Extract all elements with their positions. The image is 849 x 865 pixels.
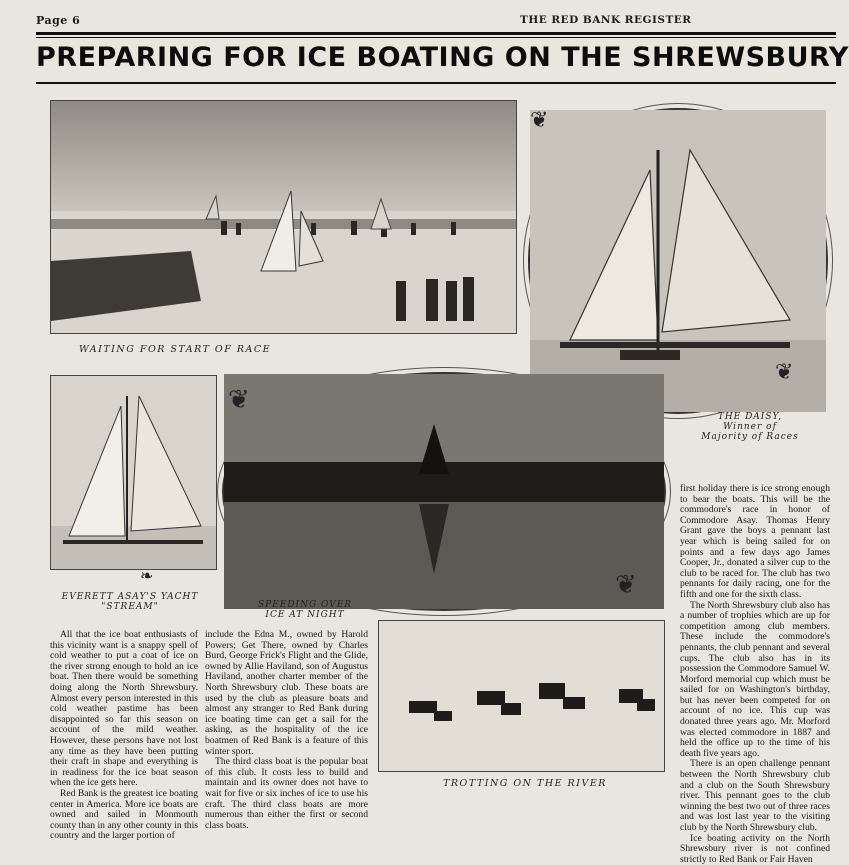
photo-waiting-for-start [50,100,517,334]
photo-trotting [378,620,665,772]
photo-everett-yacht [50,375,217,570]
article-paragraph: The North Shrewsbury club also has a number of trophies which are up for competition among club members. These include the commodore's pennants, the club pennant and several cups. The club also has in its possession the Commodore Samuel W. Morford memorial cup which must be sailed for on Washington's birthday, but has never been competed for on account of no ice. This cup was donated three years ago. Mr. Morford was elected commodore in 1887 and held the office up to the time of his death five years ago. [680,599,830,759]
headline: PREPARING FOR ICE BOATING ON THE SHREWSBURY [36,42,849,73]
article-paragraph: Ice boating activity on the North Shrewsbury river is not confined strictly to Red Bank or Fair Haven [680,832,830,865]
caption-waiting: WAITING FOR START OF RACE [78,344,272,355]
article-col-2 [205,629,368,831]
article-paragraph: Red Bank is the greatest ice boating center in America. More ice boats are owned and sailed in Monmouth county than in any other county in this country and the larger portion of [50,787,199,842]
night-iceboat-scene [224,374,664,609]
article-paragraph: All that the ice boat enthusiasts of this vicinity want is a snappy spell of cold weather to put a coat of ice on the river strong enough to hold an ice boat. Then there would be something doing along the North Shrewsbury. Almost every person interested in this cold weather pastime has been disappointed so far this season on account of the mild weather. However, these persons have not lost any time as they have been putting their craft in shape and everything is in readiness for the ice boat season when the ice gets here. [50,629,198,789]
caption-speeding: SPEEDING OVER ICE AT NIGHT [257,600,353,620]
iceboat-stream [51,376,216,569]
article-paragraph: first holiday there is ice strong enough to bear the boats. This will be the commodore's race in honor of Commodore Asay. Thomas Henry Grant gave the boys a pennant last year which is being sailed for on points and a few days ago James Cooper, Jr., donated a silver cup to the club to be raced for. The club has two pennants for daily racing, one for the fifth and one for the sixth class. [680,483,830,600]
caption-daisy: THE DAISY, Winner of Majority of Races [701,412,799,442]
page-number: Page 6 [36,14,81,27]
masthead-rule [36,32,836,35]
ornament-flourish-icon: ❦ [775,360,794,385]
paper-name: THE RED BANK REGISTER [520,14,692,26]
ornament-flourish-icon: ❧ [140,566,154,585]
caption-trotting: TROTTING ON THE RIVER [443,778,607,789]
article-paragraph: There is an open challenge pennant between the North Shrewsbury club and a club on the South Shrewsbury river. This pennant goes to the club winning the best two out of three races and was lost last year to the visiting club by the North Shrewsbury club. [680,758,830,833]
photo-speeding-night [222,372,666,611]
masthead-rule-thin [36,37,836,38]
article-col-3 [680,483,830,865]
ornament-flourish-icon: ❦ [228,385,250,415]
article-paragraph: The third class boat is the popular boat of this club. It costs less to build and maintain and its owner does not have to wait for five or six inches of ice to use his craft. The third class boats are more numerous than either the first or second class boats. [205,756,368,831]
caption-everett: EVERETT ASAY'S YACHT "STREAM" [61,592,199,612]
article-paragraph: include the Edna M., owned by Harold Powers; Get There, owned by Charles Burd, George Frick's Flight and the Glide, owned by Allie Haviland, son of Augustus Haviland, another charter member of the North Shrewsbury club. These boats are used by the club as pleasure boats and almost any stranger to Red Bank during ice boating time can get a sail for the asking, as the hospitality of the ice boatmen of Red Bank is a feature of this winter sport. [205,629,368,757]
ice-crowd-scene [51,101,516,333]
ornament-flourish-icon: ❦ [615,570,637,600]
ornament-flourish-icon: ❦ [530,108,549,133]
horse-sleigh-scene [379,621,664,771]
article-col-1 [50,629,199,842]
headline-rule [36,82,836,84]
